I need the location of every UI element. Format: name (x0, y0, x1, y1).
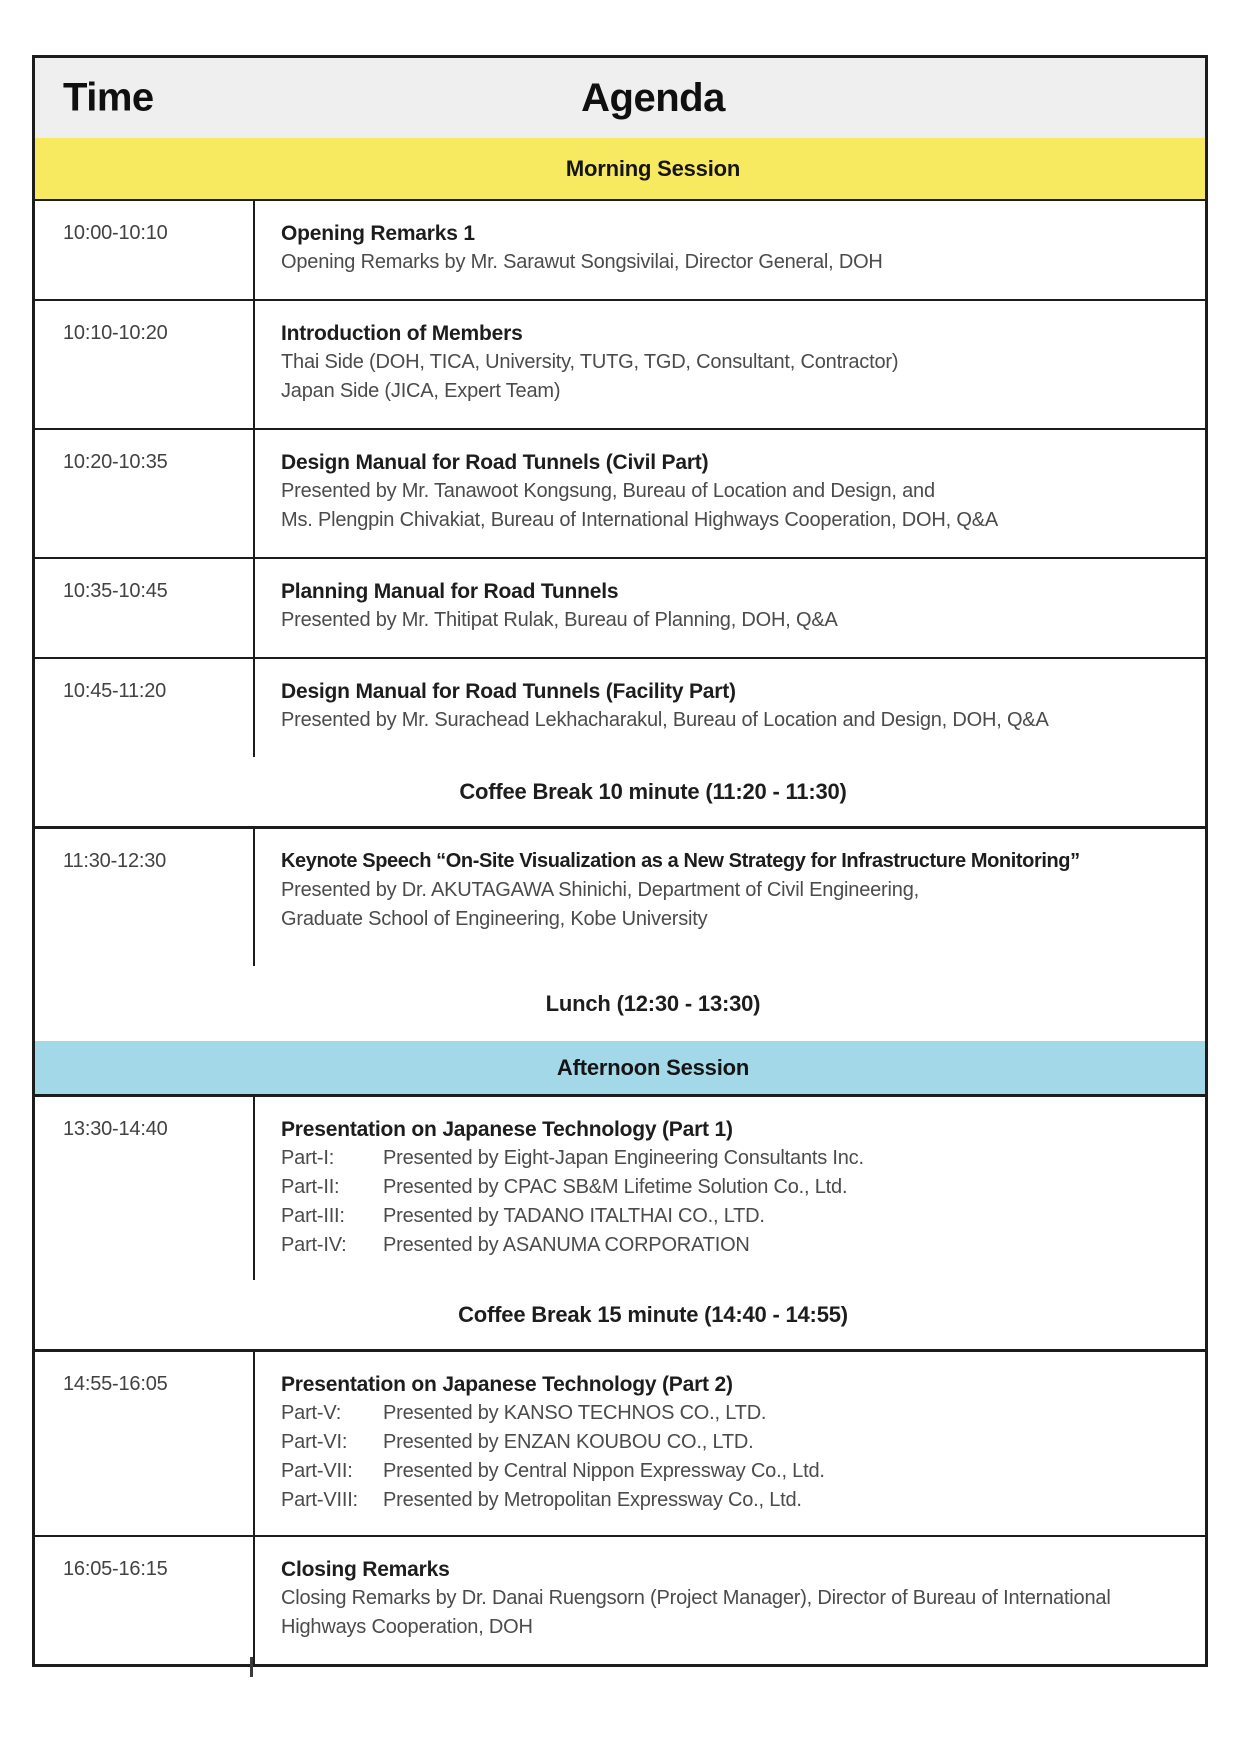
part-label: Part-V: (281, 1402, 342, 1424)
agenda-row-closing-remarks (35, 1535, 1205, 1664)
session-title: Design Manual for Road Tunnels (Facility Part) (281, 680, 736, 703)
session-detail: Thai Side (DOH, TICA, University, TUTG, TGD, Consultant, Contractor) (281, 351, 899, 373)
part-text: Presented by Eight-Japan Engineering Consultants Inc. (383, 1147, 864, 1169)
column-header-time: Time (63, 75, 154, 120)
part-text: Presented by ENZAN KOUBOU CO., LTD. (383, 1431, 754, 1453)
session-part-line (281, 1231, 1199, 1260)
break-label: Coffee Break 15 minute (14:40 - 14:55) (458, 1302, 848, 1327)
session-title: Introduction of Members (281, 322, 523, 345)
part-text: Presented by Metropolitan Expressway Co., Ltd. (383, 1489, 802, 1511)
agenda-cell (255, 559, 1205, 657)
agenda-row-japanese-technology-1 (35, 1094, 1205, 1280)
session-banner-afternoon (35, 1041, 1205, 1094)
table-header-row (35, 58, 1205, 138)
session-part-line (281, 1457, 1199, 1486)
session-title: Keynote Speech “On-Site Visualization as a New Strategy for Infrastructure Monitoring” (281, 850, 1080, 872)
part-label: Part-II: (281, 1176, 340, 1198)
agenda-table (32, 55, 1208, 1667)
agenda-cell (255, 1097, 1205, 1280)
session-detail: Graduate School of Engineering, Kobe University (281, 908, 708, 930)
break-label: Coffee Break 10 minute (11:20 - 11:30) (459, 779, 847, 804)
agenda-cell (255, 201, 1205, 299)
scan-divider-stub (250, 1657, 253, 1677)
agenda-cell (255, 430, 1205, 557)
time-cell: 16:05-16:15 (35, 1537, 255, 1664)
agenda-row-introduction (35, 299, 1205, 428)
time-cell: 10:20-10:35 (35, 430, 255, 557)
session-part-line (281, 1144, 1199, 1173)
time-cell: 10:35-10:45 (35, 559, 255, 657)
time-cell: 11:30-12:30 (35, 829, 255, 966)
part-label: Part-VIII: (281, 1489, 358, 1511)
agenda-cell (255, 1352, 1205, 1535)
session-title: Planning Manual for Road Tunnels (281, 580, 619, 603)
break-row-coffee-2 (35, 1280, 1205, 1349)
part-label: Part-VII: (281, 1460, 353, 1482)
column-header-agenda: Agenda (581, 76, 725, 120)
session-part-line (281, 1202, 1199, 1231)
session-detail: Japan Side (JICA, Expert Team) (281, 380, 561, 402)
session-title: Presentation on Japanese Technology (Part 1) (281, 1118, 733, 1141)
session-detail: Opening Remarks by Mr. Sarawut Songsivilai, Director General, DOH (281, 251, 883, 273)
session-banner-afternoon-label: Afternoon Session (556, 1055, 750, 1080)
session-detail: Highways Cooperation, DOH (281, 1616, 533, 1638)
part-text: Presented by ASANUMA CORPORATION (383, 1234, 750, 1256)
session-detail: Presented by Mr. Tanawoot Kongsung, Bureau of Location and Design, and (281, 480, 935, 502)
session-title: Presentation on Japanese Technology (Part 2) (281, 1373, 733, 1396)
agenda-row-japanese-technology-2 (35, 1349, 1205, 1535)
part-text: Presented by Central Nippon Expressway Co., Ltd. (383, 1460, 825, 1482)
time-cell: 10:00-10:10 (35, 201, 255, 299)
break-label: Lunch (12:30 - 13:30) (545, 991, 761, 1016)
part-label: Part-I: (281, 1147, 335, 1169)
time-cell: 14:55-16:05 (35, 1352, 255, 1535)
session-title: Design Manual for Road Tunnels (Civil Part) (281, 451, 709, 474)
part-label: Part-IV: (281, 1234, 347, 1256)
session-detail: Presented by Dr. AKUTAGAWA Shinichi, Department of Civil Engineering, (281, 879, 919, 901)
agenda-row-design-manual-facility (35, 657, 1205, 757)
time-cell: 10:45-11:20 (35, 659, 255, 757)
session-title: Opening Remarks 1 (281, 222, 475, 245)
time-cell: 13:30-14:40 (35, 1097, 255, 1280)
part-text: Presented by TADANO ITALTHAI CO., LTD. (383, 1205, 765, 1227)
session-detail: Ms. Plengpin Chivakiat, Bureau of International Highways Cooperation, DOH, Q&A (281, 509, 998, 531)
agenda-row-design-manual-civil (35, 428, 1205, 557)
part-label: Part-VI: (281, 1431, 348, 1453)
break-row-coffee-1 (35, 757, 1205, 826)
session-part-line (281, 1486, 1199, 1515)
part-text: Presented by CPAC SB&M Lifetime Solution Co., Ltd. (383, 1176, 848, 1198)
session-banner-morning-label: Morning Session (565, 156, 741, 181)
session-part-line (281, 1428, 1199, 1457)
session-banner-morning (35, 138, 1205, 199)
agenda-cell (255, 829, 1205, 966)
part-text: Presented by KANSO TECHNOS CO., LTD. (383, 1402, 767, 1424)
agenda-row-keynote (35, 826, 1205, 966)
session-detail: Presented by Mr. Surachead Lekhacharakul, Bureau of Location and Design, DOH, Q&A (281, 709, 1049, 731)
part-label: Part-III: (281, 1205, 345, 1227)
session-part-line (281, 1399, 1199, 1428)
agenda-cell (255, 301, 1205, 428)
agenda-row-planning-manual (35, 557, 1205, 657)
session-part-line (281, 1173, 1199, 1202)
session-detail: Presented by Mr. Thitipat Rulak, Bureau of Planning, DOH, Q&A (281, 609, 838, 631)
agenda-row-opening-remarks (35, 199, 1205, 299)
agenda-cell (255, 1537, 1205, 1664)
time-cell: 10:10-10:20 (35, 301, 255, 428)
break-row-lunch (35, 966, 1205, 1041)
session-title: Closing Remarks (281, 1558, 450, 1581)
agenda-cell (255, 659, 1205, 757)
session-detail: Closing Remarks by Dr. Danai Ruengsorn (Project Manager), Director of Bureau of International (281, 1587, 1111, 1609)
